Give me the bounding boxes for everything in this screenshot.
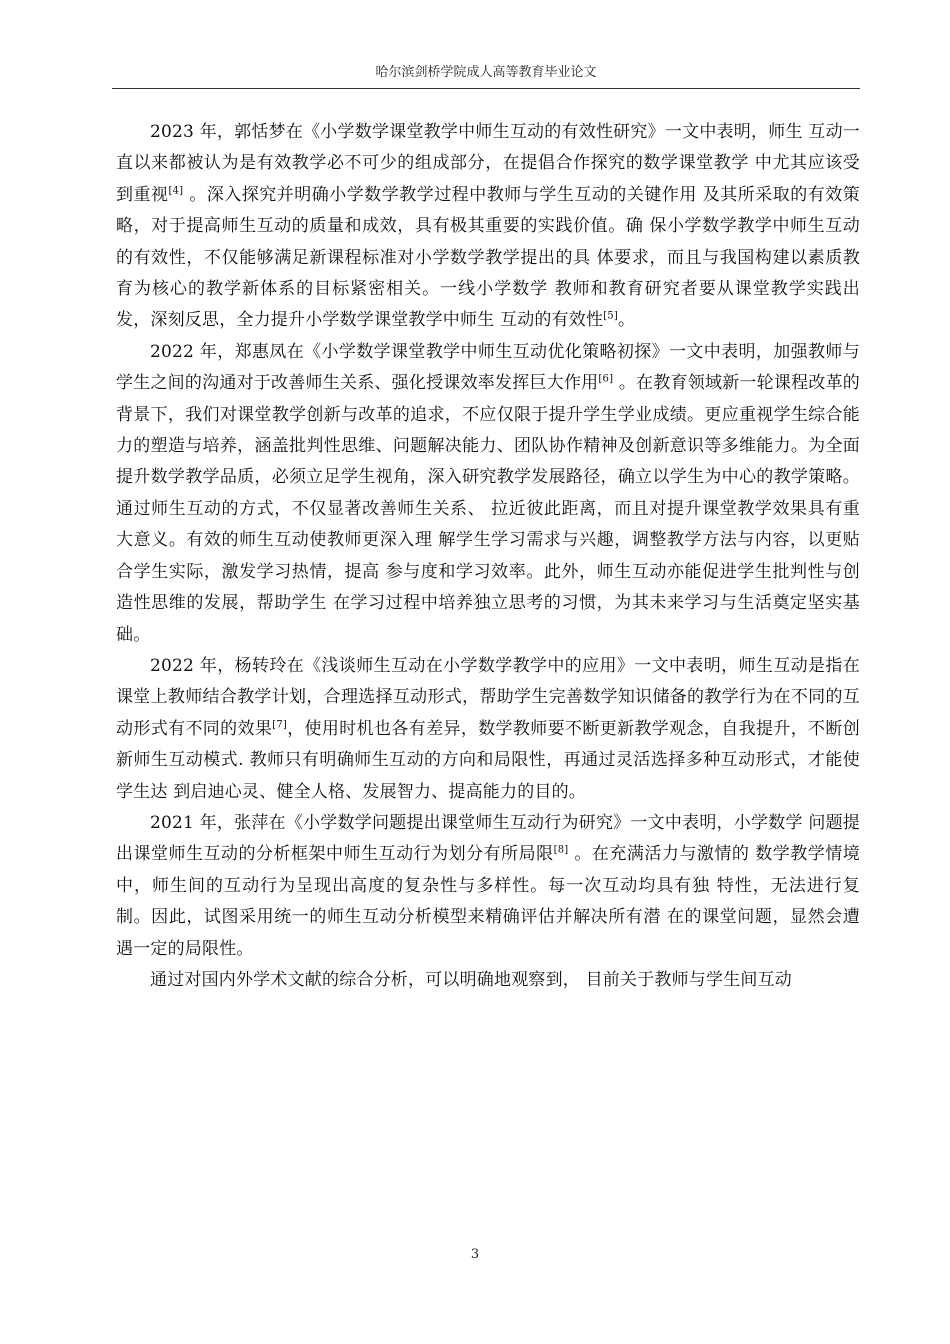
paragraph-4-text-1: 2021 年，张萍在《小学数学问题提出课堂师生互动行为研究》一文中表明，小学数学 问题提出课堂师生互动的分析框架中师生互动行为划分有所局限 [116,812,860,865]
citation-6: [6] [598,373,614,385]
citation-8: [8] [553,844,569,856]
citation-7: [7] [272,719,288,731]
paragraph-2-text-1: 2022 年，郑惠凤在《小学数学课堂教学中师生互动优化策略初探》一文中表明，加强教师与学生之间的沟通对于改善师生关系、强化授课效率发挥巨大作用 [116,341,860,394]
paragraph-3-text-1: 2022 年，杨转玲在《浅谈师生互动在小学数学教学中的应用》一文中表明，师生互动是指在课堂上教师结合教学计划，合理选择互动形式，帮助学生完善数学知识储备的教学行为在不同的互动形式有不同的效果 [116,655,860,739]
paragraph-2-text-2: 。在教育领域新一轮课程改革的背景下，我们对课堂教学创新与改革的追求，不应仅限于提升学生学业成绩。更应重视学生综合能力的塑造与培养，涵盖批判性思维、问题解决能力、团队协作精神及创新意识等多维能力。为全面提升数学教学品质，必须立足学生视角，深入研究教学发展路径，确立以学生为中心的教学策略。通过师生互动的方式，不仅显著改善师生关系、 拉近彼此距离，而且对提升课堂教学效果具有重大意义。有效的师生互动使教师更深入理 解学生学习需求与兴趣，调整教学方法与内容，以更贴合学生实际，激发学习热情，提高 参与度和学习效率。此外，师生互动亦能促进学生批判性与创造性思维的发展，帮助学生 在学习过程中培养独立思考的习惯，为其未来学习与生活奠定坚实基础。 [116,373,860,645]
paragraph-4 [116,808,860,965]
paragraph-5 [116,965,860,996]
paragraph-3-text-2: ，使用时机也各有差异，数学教师要不断更新教学观念，自我提升，不断创新师生互动模式. 教师只有明确师生互动的方向和局限性，再通过灵活选择多种互动形式，才能使学生达 到启迪心灵、健全人格、发展智力、提高能力的目的。 [116,718,860,802]
paragraph-1-text-1: 2023 年，郭恬梦在《小学数学课堂教学中师生互动的有效性研究》一文中表明，师生 互动一直以来都被认为是有效教学必不可少的组成部分，在提倡合作探究的数学课堂教学 中尤其应该受到重视 [116,122,860,205]
body-text [116,117,860,996]
paragraph-1-text-3: 。 [617,310,636,331]
page-header: 哈尔滨剑桥学院成人高等教育毕业论文 [375,65,597,80]
page-number: 3 [470,1247,480,1262]
paragraph-3 [116,651,860,808]
header-rule [112,88,860,89]
paragraph-5-text-1: 通过对国内外学术文献的综合分析，可以明确地观察到， 目前关于教师与学生间互动 [150,969,793,990]
paragraph-4-text-2: 。在充满活力与激情的 数学教学情境中，师生间的互动行为呈现出高度的复杂性与多样性。每一次互动均具有独 特性，无法进行复制。因此，试图采用统一的师生互动分析模型来精确评估并解决所有潜 在的课堂问题，显然会遭遇一定的局限性。 [116,844,860,959]
paragraph-2 [116,337,860,651]
citation-4: [4] [168,185,184,197]
citation-5: [5] [603,310,618,322]
paragraph-1 [116,117,860,337]
paragraph-1-text-2: 。深入探究并明确小学数学教学过程中教师与学生互动的关键作用 及其所采取的有效策略，对于提高师生互动的质量和成效，具有极其重要的实践价值。确 保小学数学教学中师生互动的有效性，不仅能够满足新课程标准对小学数学教学提出的具 体要求，而且与我国构建以素质教育为核心的教学新体系的目标紧密相关。一线小学数学 教师和教育研究者要从课堂教学实践出发，深刻反思，全力提升小学数学课堂教学中师生 互动的有效性 [116,184,860,331]
